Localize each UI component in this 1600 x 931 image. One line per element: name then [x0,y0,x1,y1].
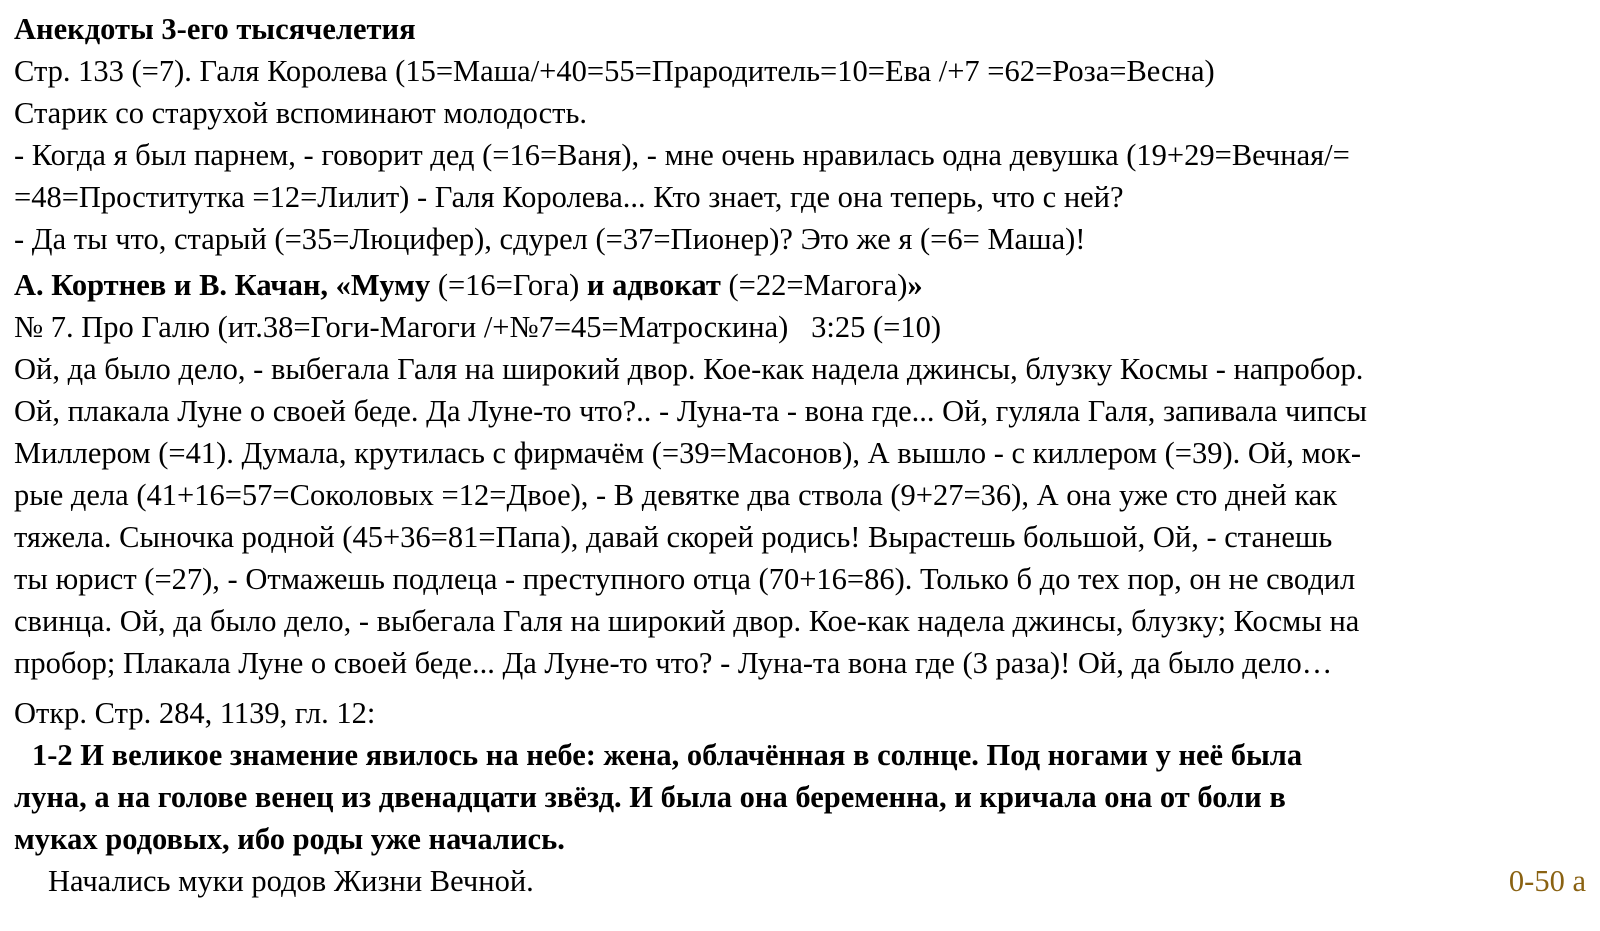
song-line-1: № 7. Про Галю (ит.38=Гоги-Магоги /+№7=45=Матроскина) 3:25 (=10) [14,310,942,344]
song-heading-authors: А. Кортнев и В. Качан, «Муму [14,268,431,302]
song-line-4: Миллером (=41). Думала, крутилась с фирмачём (=39=Масонов), А вышло - с киллером (=39). Ой, мок- [14,436,1362,470]
song-heading-note-1: (=16=Гога) [430,268,587,302]
revelation-reference: Откр. Стр. 284, 1139, гл. 12: [14,696,376,730]
song-line-3: Ой, плакала Луне о своей беде. Да Луне-то что?.. - Луна-та - вона где... Ой, гуляла Галя, запивала чипсы [14,394,1367,428]
revelation-verse-line-3: муках родовых, ибо роды уже начались. [14,822,565,856]
revelation-verse-line-1: 1-2 И великое знамение явилось на небе: жена, облачённая в солнце. Под ногами у неё была [32,738,1303,772]
revelation-comment: Начались муки родов Жизни Вечной. [48,864,534,898]
song-line-2: Ой, да было дело, - выбегала Галя на широкий двор. Кое-как надела джинсы, блузку Космы - напробор. [14,352,1364,386]
song-heading-note-2: (=22=Магога) [720,268,908,302]
song-heading-quote-close: » [907,268,923,302]
song-line-6: тяжела. Сыночка родной (45+36=81=Папа), давай скорей родись! Вырастешь большой, Ой, - станешь [14,520,1333,554]
song-line-7: ты юрист (=27), - Отмажешь подлеца - преступного отца (70+16=86). Только б до тех пор, он не сводил [14,562,1356,596]
song-line-8: свинца. Ой, да было дело, - выбегала Галя на широкий двор. Кое-как надела джинсы, блузку; Космы на [14,604,1360,638]
comment-row [14,860,1586,902]
song-heading [14,264,1586,306]
song-line-5: рые дела (41+16=57=Соколовых =12=Двое), - В девятке два ствола (9+27=36), А она уже сто дней как [14,478,1338,512]
document-page [14,8,1586,902]
anecdote-line-2: Старик со старухой вспоминают молодость. [14,96,588,130]
anecdote-line-3: - Когда я был парнем, - говорит дед (=16=Ваня), - мне очень нравилась одна девушка (19+29=Вечная/= [14,138,1350,172]
page-number: 0-50 а [1508,864,1586,898]
anecdote-line-4: =48=Проститутка =12=Лилит) - Галя Королева... Кто знает, где она теперь, что с ней? [14,180,1124,214]
song-line-9: пробор; Плакала Луне о своей беде... Да Луне-то что? - Луна-та вона где (3 раза)! Ой, да было дело… [14,646,1333,680]
anecdote-heading: Анекдоты 3-его тысячелетия [14,12,416,46]
anecdote-line-5: - Да ты что, старый (=35=Люцифер), сдурел (=37=Пионер)? Это же я (=6= Маша)! [14,222,1086,256]
anecdote-line-1: Стр. 133 (=7). Галя Королева (15=Маша/+40=55=Прародитель=10=Ева /+7 =62=Роза=Весна) [14,54,1215,88]
revelation-verse-line-2: луна, а на голове венец из двенадцати звёзд. И была она беременна, и кричала она от боли в [14,780,1286,814]
song-heading-title-end: и адвокат [586,268,721,302]
